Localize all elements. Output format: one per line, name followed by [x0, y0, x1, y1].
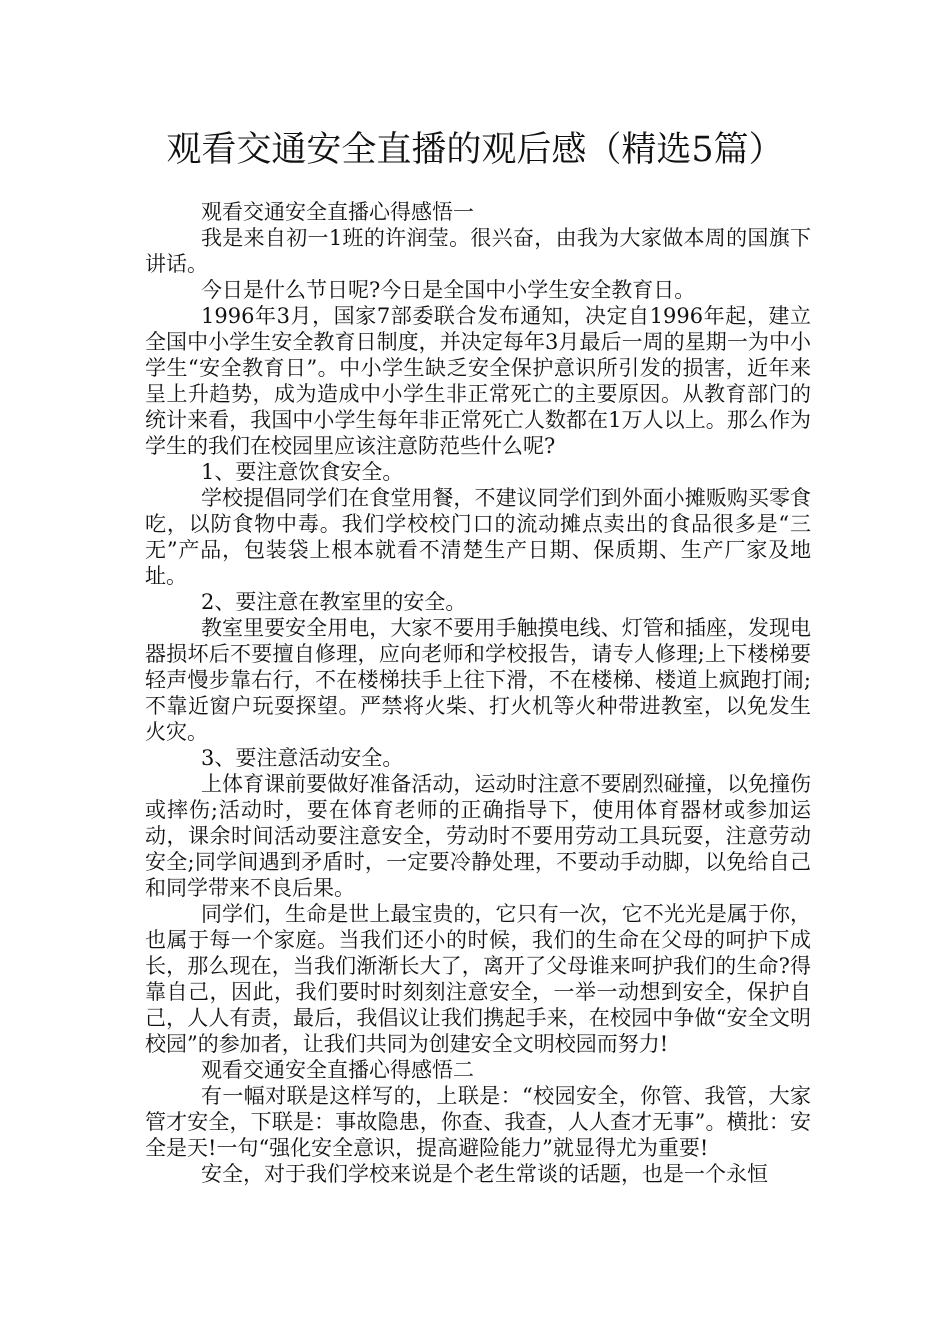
- paragraph: 有一幅对联是这样写的，上联是：“校园安全，你管、我管，大家管才安全，下联是：事故隐患，你查、我查，人人查才无事”。横批：安全是天!一句“强化安全意识，提高避险能力”就显得尤为重要!: [145, 1084, 811, 1160]
- paragraph: 同学们，生命是世上最宝贵的，它只有一次，它不光光是属于你，也属于每一个家庭。当我们还小的时候，我们的生命在父母的呵护下成长，那么现在，当我们渐渐长大了，离开了父母谁来呵护我们的生命?得靠自己，因此，我们要时时刻刻注意安全，一举一动想到安全，保护自己，人人有责，最后，我倡议让我们携起手来，在校园中争做“安全文明校园”的参加者，让我们共同为创建安全文明校园而努力!: [145, 902, 811, 1056]
- section-heading-2: 观看交通安全直播心得感悟二: [201, 1058, 474, 1082]
- list-heading-1: 1、要注意饮食安全。: [201, 460, 404, 484]
- section-heading-1: 观看交通安全直播心得感悟一: [201, 200, 474, 224]
- list-heading-3: 3、要注意活动安全。: [201, 746, 404, 770]
- list-heading-2: 2、要注意在教室里的安全。: [201, 590, 467, 614]
- paragraph: 教室里要安全用电，大家不要用手触摸电线、灯管和插座，发现电器损坏后不要擅自修理，应向老师和学校报告，请专人修理;上下楼梯要轻声慢步靠右行，不在楼梯扶手上往下滑，不在楼梯、楼道上疯跑打闹;不靠近窗户玩耍探望。严禁将火柴、打火机等火种带进教室，以免发生火灾。: [145, 616, 811, 744]
- document-title: 观看交通安全直播的观后感（精选5篇）: [166, 130, 784, 170]
- paragraph: 安全，对于我们学校来说是个老生常谈的话题，也是一个永恒: [201, 1162, 768, 1186]
- paragraph: 我是来自初一1班的许润莹。很兴奋，由我为大家做本周的国旗下讲话。: [145, 226, 811, 276]
- paragraph: 上体育课前要做好准备活动，运动时注意不要剧烈碰撞，以免撞伤或摔伤;活动时，要在体育老师的正确指导下，使用体育器材或参加运动，课余时间活动要注意安全，劳动时不要用劳动工具玩耍，注意劳动安全;同学间遇到矛盾时，一定要冷静处理，不要动手动脚，以免给自己和同学带来不良后果。: [145, 772, 811, 900]
- document-body: [145, 199, 811, 1187]
- paragraph: 1996年3月，国家7部委联合发布通知，决定自1996年起，建立全国中小学生安全教育日制度，并决定每年3月最后一周的星期一为中小学生“安全教育日”。中小学生缺乏安全保护意识所引发的损害，近年来呈上升趋势，成为造成中小学生非正常死亡的主要原因。从教育部门的统计来看，我国中小学生每年非正常死亡人数都在1万人以上。那么作为学生的我们在校园里应该注意防范些什么呢?: [145, 304, 811, 458]
- paragraph: 今日是什么节日呢?今日是全国中小学生安全教育日。: [201, 278, 696, 302]
- paragraph: 学校提倡同学们在食堂用餐，不建议同学们到外面小摊贩购买零食吃，以防食物中毒。我们学校校门口的流动摊点卖出的食品很多是“三无”产品，包装袋上根本就看不清楚生产日期、保质期、生产厂家及地址。: [145, 486, 811, 588]
